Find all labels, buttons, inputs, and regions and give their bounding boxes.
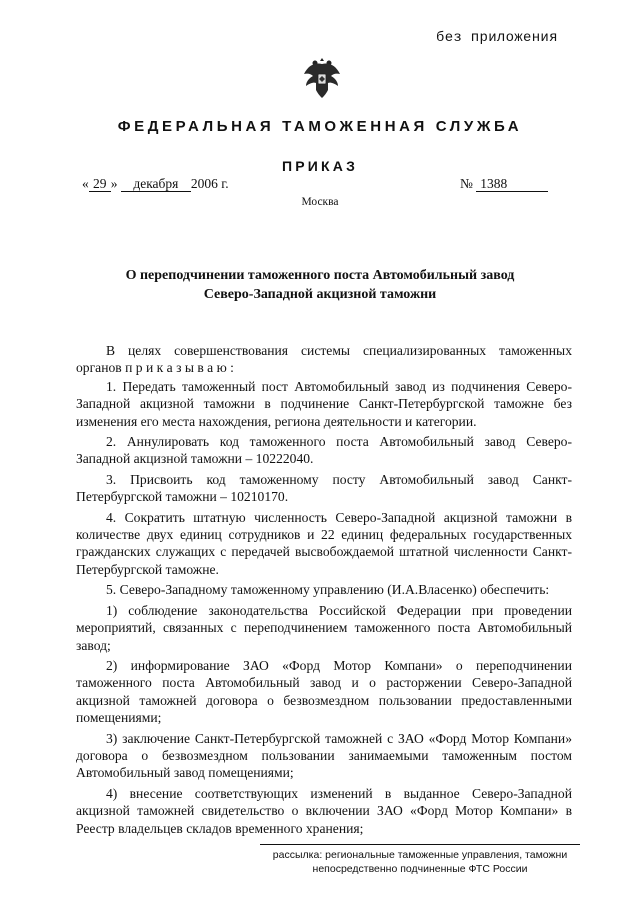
paragraph-item-2: 2. Аннулировать код таможенного поста Автомобильный завод Северо-Западной акцизной таможни – 10222040. bbox=[76, 434, 572, 467]
distribution-list bbox=[260, 844, 580, 876]
distribution-line-2: непосредственно подчиненные ФТС России bbox=[312, 863, 528, 875]
date-month: декабря bbox=[121, 177, 191, 192]
paragraph-item-1: 1. Передать таможенный пост Автомобильный завод из подчинения Северо-Западной акцизной таможни в подчинение Санкт-Петербургской таможне без изменения его места нахождения, региона деятельности и категории. bbox=[76, 378, 572, 429]
number-value: 1388 bbox=[476, 177, 548, 192]
subitem-3: 3) заключение Санкт-Петербургской таможней с ЗАО «Форд Мотор Компани» договора о безвозмездном пользовании занимаемыми таможенным постом Автомобильный завод помещениями; bbox=[76, 730, 572, 781]
distribution-line-1: рассылка: региональные таможенные управления, таможни bbox=[272, 849, 568, 861]
date-year: 2006 г. bbox=[190, 176, 229, 191]
date-close-quote: » bbox=[110, 176, 118, 191]
order-body bbox=[76, 342, 572, 840]
title-line-2: Северо-Западной акцизной таможни bbox=[203, 287, 437, 302]
paragraph-item-4: 4. Сократить штатную численность Северо-Западной акцизной таможни в количестве двух единиц сотрудников и 22 единиц федеральных государственных гражданских служащих с передачей высвобождаемой штатной численности Санкт-Петербургской таможне. bbox=[76, 509, 572, 577]
attachment-note: без приложения bbox=[436, 30, 558, 46]
preamble-paragraph: В целях совершенствования системы специализированных таможенных органов п р и к а з ы в а ю : bbox=[76, 343, 572, 376]
title-line-1: О переподчинении таможенного поста Автомобильный завод bbox=[125, 268, 515, 283]
paragraph-item-3: 3. Присвоить код таможенному посту Автомобильный завод Санкт-Петербургской таможни – 10210170. bbox=[76, 471, 572, 505]
order-date bbox=[82, 176, 229, 192]
paragraph-item-5: 5. Северо-Западному таможенному управлению (И.А.Власенко) обеспечить: bbox=[106, 582, 550, 598]
subitem-4: 4) внесение соответствующих изменений в выданное Северо-Западной акцизной таможней свидетельство о включении ЗАО «Форд Мотор Компани» в Реестр владельцев складов временного хранения; bbox=[76, 785, 572, 836]
document-type: ПРИКАЗ bbox=[281, 158, 359, 174]
double-headed-eagle-icon bbox=[302, 54, 342, 100]
order-number bbox=[460, 176, 548, 192]
date-open-quote: « bbox=[82, 176, 89, 191]
date-day: 29 bbox=[89, 177, 111, 192]
number-prefix: № bbox=[460, 176, 473, 191]
agency-name: ФЕДЕРАЛЬНАЯ ТАМОЖЕННАЯ СЛУЖБА bbox=[117, 118, 523, 135]
subitem-2: 2) информирование ЗАО «Форд Мотор Компани» о переподчинении таможенного поста Автомобильный завод и о расторжении Северо-Западной акцизной таможней договора о безвозмездном пользовании предоставленными помещениями; bbox=[76, 657, 572, 726]
order-title bbox=[80, 266, 560, 304]
city: Москва bbox=[301, 196, 339, 208]
subitem-1: 1) соблюдение законодательства Российской Федерации при проведении мероприятий, связанных с переподчинением таможенного поста Автомобильный завод; bbox=[76, 602, 572, 653]
